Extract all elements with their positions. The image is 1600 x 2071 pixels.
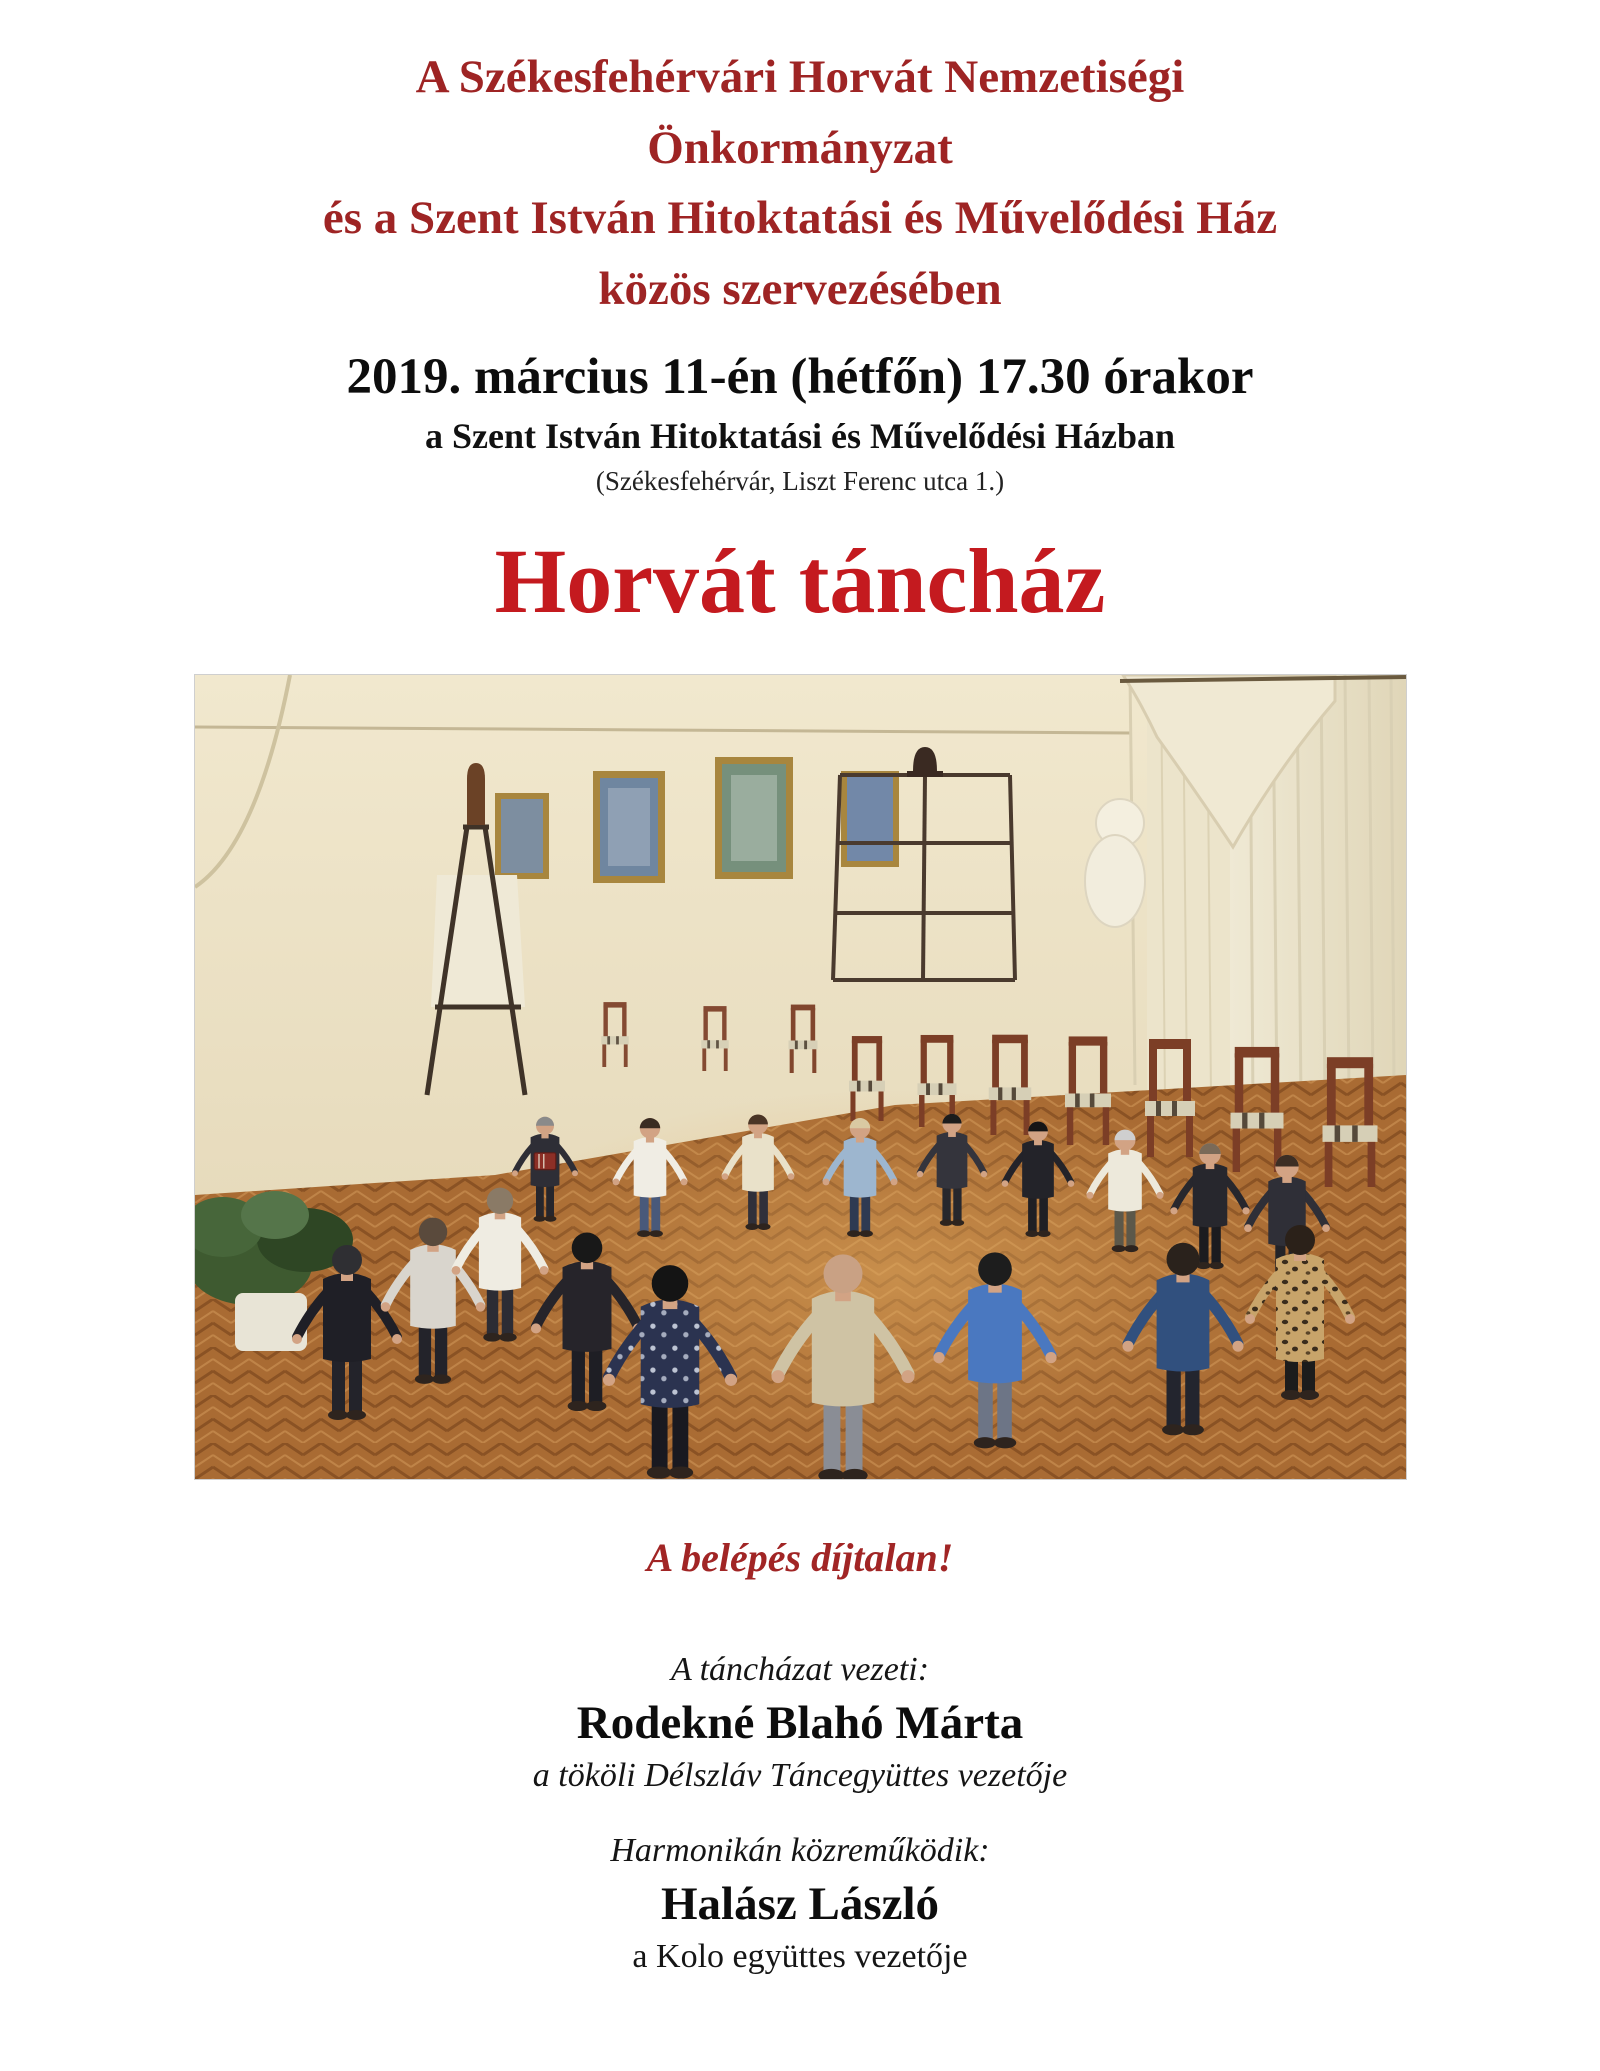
admission-note: A belépés díjtalan! bbox=[646, 1534, 954, 1580]
framed-picture bbox=[841, 771, 899, 867]
dance-photo-illustration bbox=[195, 675, 1406, 1479]
event-details bbox=[0, 348, 1600, 497]
leader-name: Rodekné Blahó Márta bbox=[576, 1696, 1024, 1749]
page-title: Horvát táncház bbox=[494, 529, 1106, 632]
musician-section bbox=[0, 1828, 1600, 1979]
leader-label: A táncházat vezeti: bbox=[670, 1650, 930, 1688]
event-venue: a Szent István Hitoktatási és Művelődési Házban bbox=[424, 415, 1176, 456]
organizer-line-2: Önkormányzat bbox=[647, 121, 953, 174]
dance-photo bbox=[194, 674, 1407, 1480]
organizer-line-4: közös szervezésében bbox=[598, 262, 1002, 315]
organizer-heading bbox=[0, 0, 1600, 324]
framed-picture bbox=[593, 771, 665, 883]
event-datetime: 2019. március 11-én (hétfőn) 17.30 órakor bbox=[346, 349, 1254, 405]
wooden-figurine bbox=[467, 763, 485, 825]
musician-name: Halász László bbox=[660, 1877, 940, 1930]
musician-role: a Kolo együttes vezetője bbox=[632, 1937, 968, 1975]
leader-section bbox=[0, 1647, 1600, 1798]
organizer-line-3: és a Szent István Hitoktatási és Művelődési Ház bbox=[322, 192, 1278, 244]
leader-role: a tököli Délszláv Táncegyüttes vezetője bbox=[532, 1756, 1068, 1794]
event-address: (Székesfehérvár, Liszt Ferenc utca 1.) bbox=[595, 465, 1005, 496]
framed-picture bbox=[495, 793, 549, 879]
framed-picture bbox=[715, 757, 793, 879]
organizer-line-1: A Székesfehérvári Horvát Nemzetiségi bbox=[415, 51, 1185, 103]
musician-label: Harmonikán közreműködik: bbox=[610, 1832, 990, 1869]
